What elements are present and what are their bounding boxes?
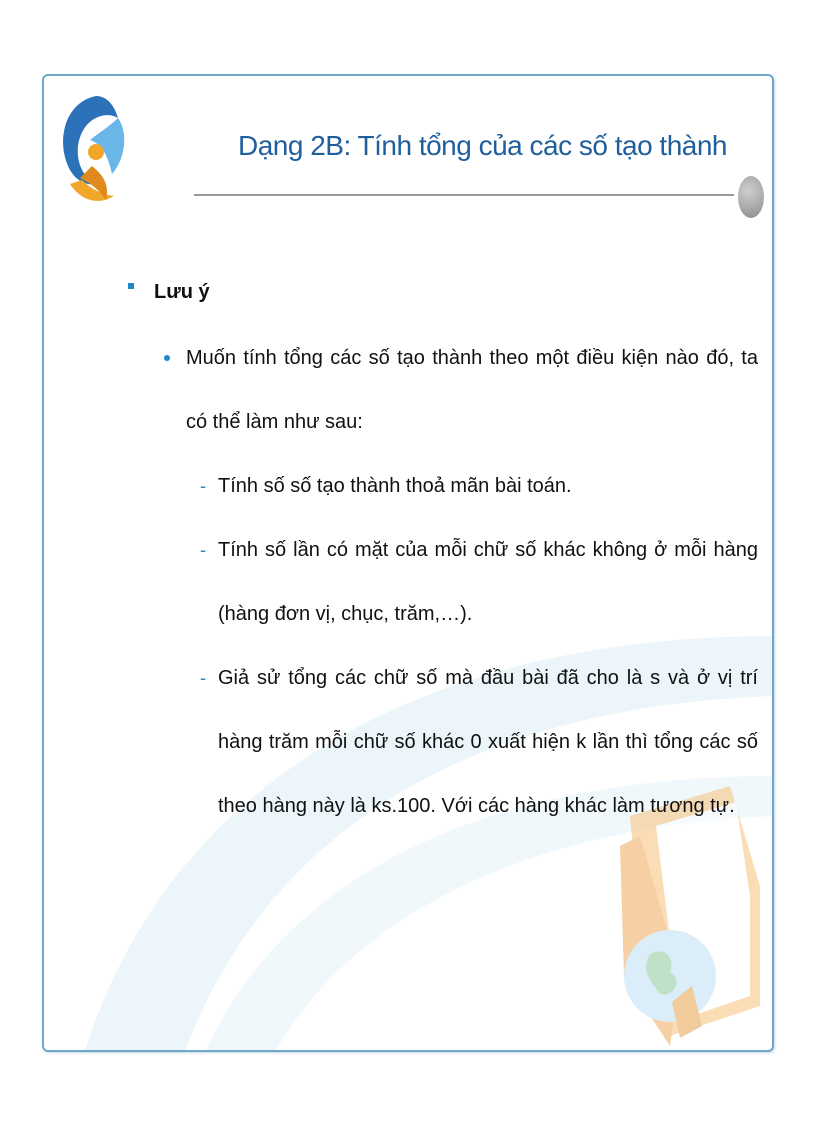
dash-marker: - bbox=[200, 540, 206, 560]
step-item: Tính số số tạo thành thoả mãn bài toán. bbox=[218, 475, 572, 497]
bullet-point: Muốn tính tổng các số tạo thành theo một điều kiện nào đó, ta có thể làm như sau: bbox=[186, 347, 758, 433]
step-item: Tính số lần có mặt của mỗi chữ số khác không ở mỗi hàng (hàng đơn vị, chục, trăm,…). bbox=[218, 539, 758, 625]
dash-marker: - bbox=[200, 668, 206, 688]
slide-body bbox=[44, 76, 772, 1050]
step-item: Giả sử tổng các chữ số mà đầu bài đã cho là s và ở vị trí hàng trăm mỗi chữ số khác 0 xuất hiện k lần thì tổng các số theo hàng này là ks.100. Với các hàng khác làm tương tự. bbox=[218, 667, 758, 817]
dash-marker: - bbox=[200, 476, 206, 496]
slide-title: Dạng 2B: Tính tổng của các số tạo thành bbox=[238, 130, 727, 161]
slide bbox=[42, 74, 774, 1052]
bullet-heading: Lưu ý bbox=[154, 281, 210, 303]
round-bullet-icon bbox=[164, 355, 170, 361]
square-bullet-icon bbox=[128, 283, 134, 289]
